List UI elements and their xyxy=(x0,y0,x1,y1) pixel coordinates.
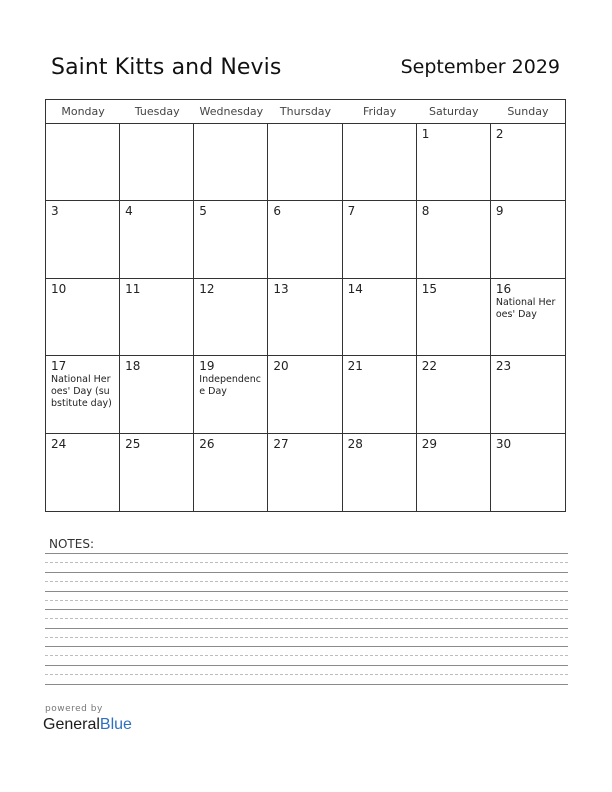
notes-line xyxy=(45,572,568,573)
calendar-day-cell[interactable] xyxy=(417,279,491,356)
weekday-header-sunday: Sunday xyxy=(491,100,565,124)
day-number: 13 xyxy=(273,281,289,296)
holiday-label: National Heroes' Day xyxy=(495,296,556,320)
day-number: 10 xyxy=(51,281,67,296)
calendar-day-cell[interactable] xyxy=(417,201,491,278)
calendar-day-cell[interactable] xyxy=(120,124,194,201)
logo-text-general: General xyxy=(43,716,100,733)
calendar-day-cell[interactable] xyxy=(268,124,342,201)
calendar-day-cell[interactable] xyxy=(46,201,120,278)
day-number: 28 xyxy=(347,436,363,451)
day-number: 2 xyxy=(495,127,504,141)
notes-guide-line xyxy=(45,581,568,582)
day-number: 26 xyxy=(199,436,215,451)
calendar-day-cell[interactable] xyxy=(194,124,268,201)
day-number: 20 xyxy=(273,359,289,374)
day-number: 16 xyxy=(495,281,512,296)
day-number: 14 xyxy=(347,281,363,296)
day-number: 7 xyxy=(347,204,356,219)
calendar-day-cell[interactable] xyxy=(343,279,417,356)
calendar-day-cell[interactable] xyxy=(194,356,268,433)
day-number: 3 xyxy=(51,204,59,219)
day-number: 5 xyxy=(199,204,207,219)
weekday-header-tuesday: Tuesday xyxy=(120,100,194,124)
logo-text-blue: Blue xyxy=(99,716,132,733)
calendar-day-cell[interactable] xyxy=(491,124,565,201)
calendar-day-cell[interactable] xyxy=(46,356,120,433)
calendar-day-cell[interactable] xyxy=(120,356,194,433)
weekday-header-saturday: Saturday xyxy=(417,100,491,124)
notes-guide-line xyxy=(45,562,568,563)
calendar-day-cell[interactable] xyxy=(194,279,268,356)
calendar-day-cell[interactable] xyxy=(46,434,120,511)
weekday-header-wednesday: Wednesday xyxy=(194,100,268,124)
calendar-day-cell[interactable] xyxy=(120,434,194,511)
notes-guide-line xyxy=(45,637,568,638)
calendar-day-cell[interactable] xyxy=(268,356,342,433)
day-number: 29 xyxy=(421,436,437,451)
calendar-day-cell[interactable] xyxy=(491,434,565,511)
notes-guide-line xyxy=(45,600,568,601)
day-number: 21 xyxy=(347,359,363,374)
calendar-day-cell[interactable] xyxy=(46,279,120,356)
calendar-day-cell[interactable] xyxy=(417,356,491,433)
calendar-day-cell[interactable] xyxy=(491,356,565,433)
month-year-title: September 2029 xyxy=(400,56,560,78)
day-number: 27 xyxy=(273,436,289,451)
day-number: 9 xyxy=(495,204,504,219)
notes-guide-line xyxy=(45,618,568,619)
calendar-day-cell[interactable] xyxy=(417,124,491,201)
notes-line xyxy=(45,646,568,647)
calendar-grid xyxy=(45,99,566,512)
day-number: 23 xyxy=(495,359,512,374)
day-number: 24 xyxy=(51,436,67,451)
day-number: 30 xyxy=(495,436,512,451)
notes-line xyxy=(45,628,568,629)
calendar-day-cell[interactable] xyxy=(268,201,342,278)
day-number: 17 xyxy=(51,359,67,374)
powered-by-label: powered by xyxy=(45,704,103,714)
day-number: 1 xyxy=(421,127,430,141)
calendar-day-cell[interactable] xyxy=(268,279,342,356)
calendar-day-cell[interactable] xyxy=(491,279,565,356)
calendar-day-cell[interactable] xyxy=(120,279,194,356)
calendar-day-cell[interactable] xyxy=(343,201,417,278)
notes-line xyxy=(45,665,568,666)
notes-line xyxy=(45,591,568,592)
holiday-label: Independence Day xyxy=(199,374,261,398)
day-number: 6 xyxy=(273,204,282,219)
calendar-day-cell[interactable] xyxy=(120,201,194,278)
notes-line xyxy=(45,553,568,554)
weekday-header-thursday: Thursday xyxy=(268,100,342,124)
day-number: 11 xyxy=(125,281,141,296)
calendar-day-cell[interactable] xyxy=(46,124,120,201)
holiday-label: National Heroes' Day (substitute day) xyxy=(51,374,112,410)
weekday-header-friday: Friday xyxy=(343,100,417,124)
notes-guide-line xyxy=(45,655,568,656)
calendar-day-cell[interactable] xyxy=(268,434,342,511)
calendar-day-cell[interactable] xyxy=(491,201,565,278)
calendar-day-cell[interactable] xyxy=(194,434,268,511)
day-number: 15 xyxy=(421,281,437,296)
country-title: Saint Kitts and Nevis xyxy=(51,55,282,80)
day-number: 18 xyxy=(125,359,141,374)
day-number: 19 xyxy=(199,359,215,374)
notes-line xyxy=(45,684,568,685)
calendar-day-cell[interactable] xyxy=(194,201,268,278)
day-number: 25 xyxy=(125,436,141,451)
calendar-day-cell[interactable] xyxy=(343,356,417,433)
calendar-day-cell[interactable] xyxy=(343,124,417,201)
day-number: 4 xyxy=(125,204,133,219)
weekday-header-monday: Monday xyxy=(46,100,120,124)
day-number: 22 xyxy=(421,359,437,374)
day-number: 12 xyxy=(199,281,215,296)
notes-label: NOTES: xyxy=(49,537,94,551)
notes-line xyxy=(45,609,568,610)
day-number: 8 xyxy=(421,204,430,219)
notes-guide-line xyxy=(45,674,568,675)
generalblue-logo[interactable] xyxy=(43,716,132,734)
calendar-day-cell[interactable] xyxy=(343,434,417,511)
calendar-day-cell[interactable] xyxy=(417,434,491,511)
